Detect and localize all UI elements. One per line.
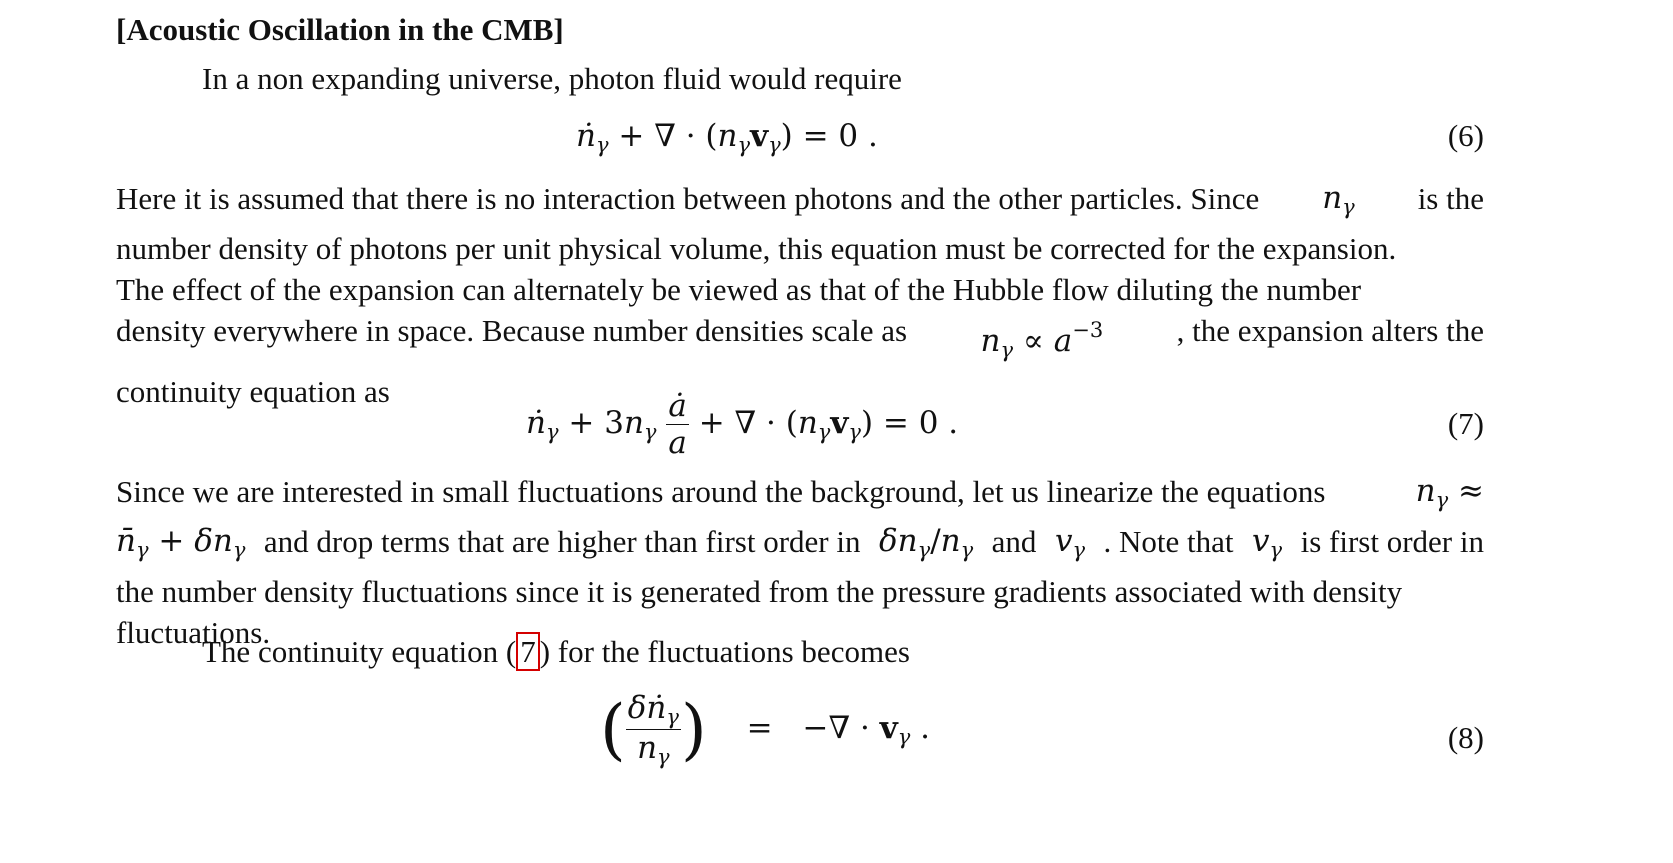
text-span: and drop terms that are higher than first order in [263, 524, 861, 559]
equation-7-body: ṅ$_\gamma$ + $3n_\gamma$ $\frac{ȧ}{a}$ + ∇ · $(n_\gamma v_\gamma) = 0$ . [526, 388, 959, 461]
paragraph-continuity [202, 631, 910, 672]
paragraph-line [116, 178, 1484, 228]
equation-8 [116, 690, 1484, 790]
paragraph-line [116, 521, 1484, 571]
math-n-gamma: $n_\gamma$ [1322, 180, 1355, 219]
text-span: density everywhere in space. Because number densities scale as [116, 313, 908, 348]
equation-7-number: (7) [1447, 406, 1484, 441]
fraction-a-dot-over-a: $\frac{ȧ}{a}$ [668, 388, 687, 461]
math-delta-ratio: $\delta n_\gamma/n_\gamma$ [878, 523, 974, 562]
text-span: is first order in [1300, 524, 1484, 559]
paragraph-line: number density of photons per unit physical volume, this equation must be corrected for the expansion. [116, 231, 1397, 266]
text-span: Here it is assumed that there is no interaction between photons and the other particles. Since [116, 181, 1260, 216]
math-scaling: $n_\gamma \propto a^{-3}$ [980, 318, 1104, 362]
equation-6-body: ṅ$_\gamma$ + ∇ · $(n_\gamma v_\gamma) = 0$ . [576, 118, 878, 157]
fraction-delta-n-over-n: $\frac{\delta ṅ_\gamma}{n_\gamma}$ [627, 690, 679, 769]
intro-text: In a non expanding universe, photon fluid would require [202, 61, 902, 96]
paragraph-line [116, 269, 1484, 310]
math-background-plus-delta: $n̄_\gamma + \delta n_\gamma$ [116, 523, 246, 562]
text-span: the number density fluctuations since it is generated from the pressure gradients associated with density [116, 574, 1403, 609]
equation-6 [116, 114, 1484, 174]
paragraph-line [116, 471, 1484, 521]
paragraph-line: continuity equation as [116, 374, 390, 409]
math-v-gamma: $v_\gamma$ [1054, 523, 1086, 562]
equation-8-number: (8) [1447, 720, 1484, 755]
text-span: . Note that [1103, 524, 1234, 559]
paragraph-expansion [116, 178, 1484, 412]
paragraph-line: fluctuations. [116, 615, 271, 650]
text-span: ) for the fluctuations becomes [539, 634, 910, 669]
paragraph-linearize [116, 471, 1484, 653]
text-span: Since we are interested in small fluctuations around the background, let us linearize the equations [116, 474, 1326, 509]
equation-reference-link[interactable]: 7 [516, 632, 540, 671]
right-paren: ) [680, 691, 707, 768]
equation-7 [116, 388, 1484, 468]
equation-6-number: (6) [1447, 118, 1484, 153]
equation-8-body: ( $\frac{\delta ṅ_\gamma}{n_\gamma}$ ) = −∇ · $v_\gamma$ . [600, 690, 931, 769]
math-approx: $n_\gamma$ ≈ [1415, 473, 1484, 512]
text-span: The continuity equation ( [202, 634, 517, 669]
paragraph-line [116, 310, 1484, 371]
text-span: , the expansion alters the [1176, 313, 1484, 348]
math-v-gamma: $v_\gamma$ [1252, 523, 1283, 562]
paragraph-line [116, 571, 1484, 612]
text-span: and [991, 524, 1037, 559]
text-span: The effect of the expansion can alternately be viewed as that of the Hubble flow diluting the number [116, 272, 1362, 307]
text-span: is the [1417, 181, 1484, 216]
left-paren: ( [600, 691, 626, 768]
section-heading: [Acoustic Oscillation in the CMB] [116, 12, 564, 47]
